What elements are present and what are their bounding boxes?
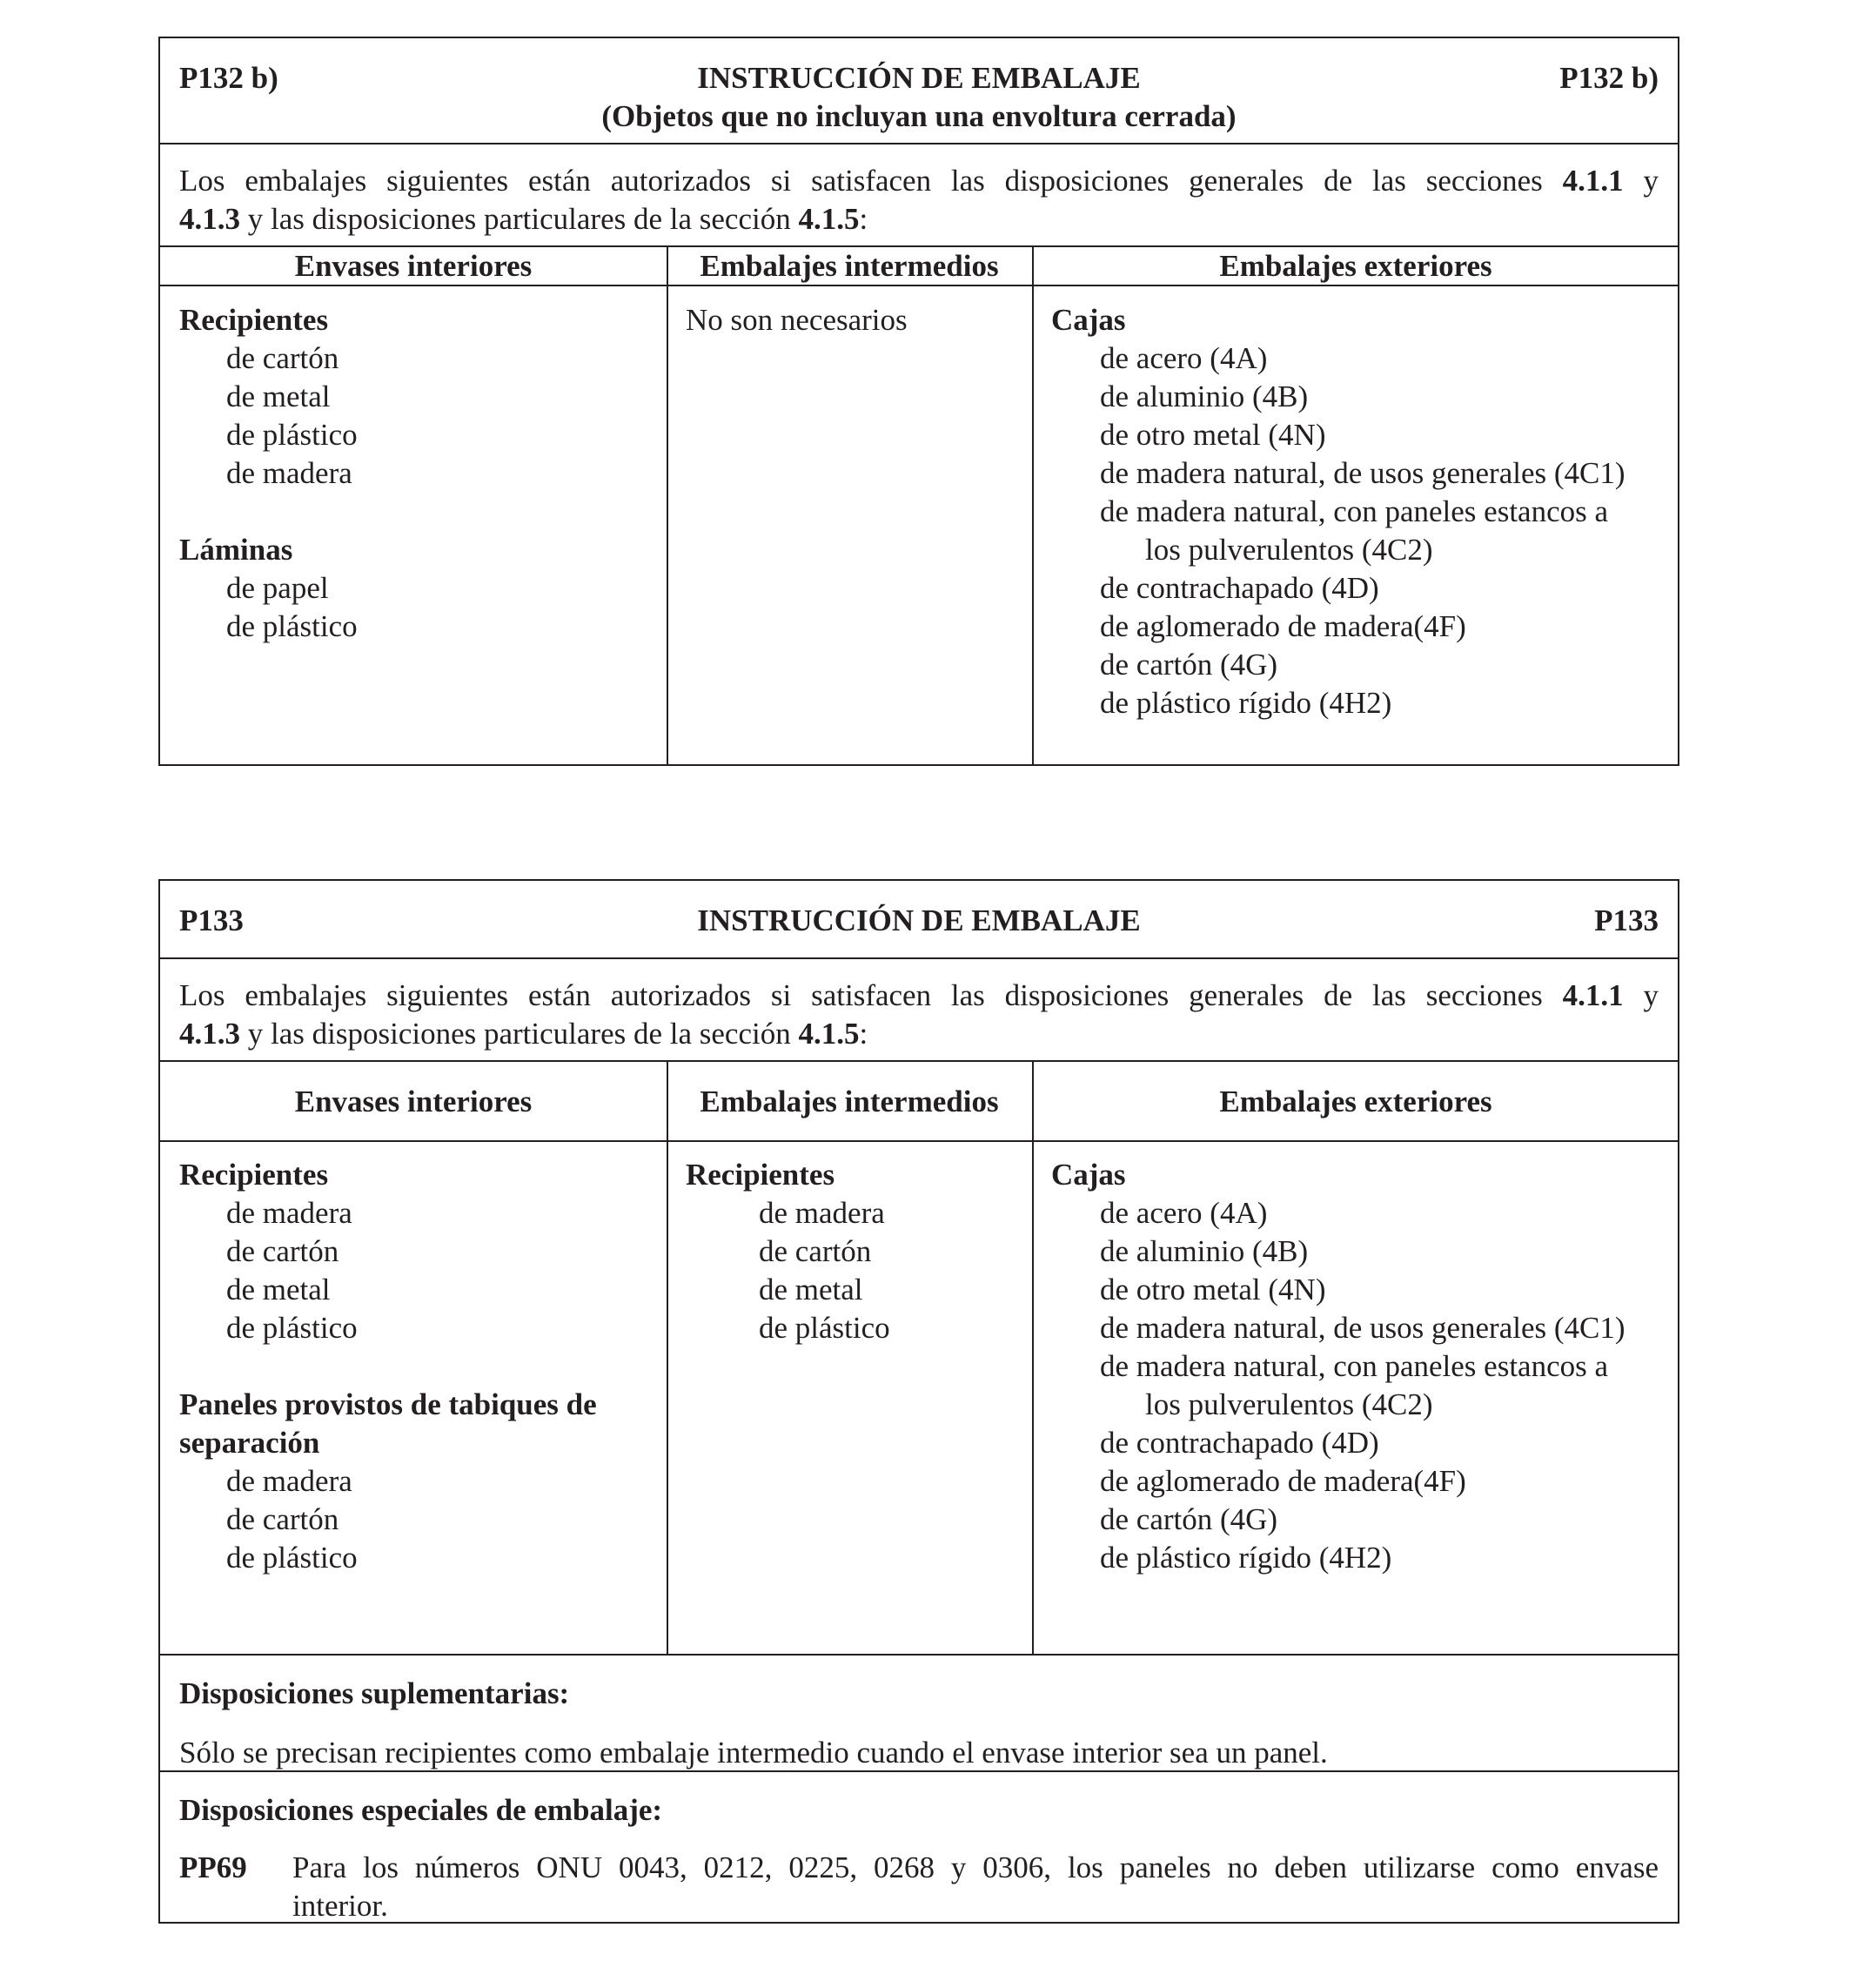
list-item: de plástico xyxy=(226,418,358,452)
column-divider xyxy=(1032,1060,1034,1654)
list-item: de madera natural, con paneles estancos a xyxy=(1100,494,1609,528)
divider xyxy=(160,1654,1678,1656)
special-heading: Disposiciones especiales de embalaje: xyxy=(179,1793,663,1827)
special-provision-text-1: Para los números ONU 0043, 0212, 0225, 0268 y 0306, los paneles no deben utilizarse como envase xyxy=(292,1850,1659,1884)
instruction-code-right: P132 b) xyxy=(1559,61,1659,95)
intro-line-1: Los embalajes siguientes están autorizados si satisfacen las disposiciones generales de las secciones 4.1.1 y xyxy=(179,164,1659,198)
list-item: de madera xyxy=(226,456,352,490)
intro-line-1: Los embalajes siguientes están autorizados si satisfacen las disposiciones generales de las secciones 4.1.1 y xyxy=(179,978,1659,1012)
group-heading: Cajas xyxy=(1051,303,1126,337)
group-heading: Recipientes xyxy=(179,1158,329,1192)
column-header-inner: Envases interiores xyxy=(294,1085,533,1118)
column-header-outer: Embalajes exteriores xyxy=(1219,249,1492,283)
intro-line-2: 4.1.3 y las disposiciones particulares de la sección 4.1.5: xyxy=(179,202,868,236)
list-item: de madera natural, con paneles estancos a xyxy=(1100,1349,1609,1383)
packing-instruction-p133 xyxy=(158,879,1679,1924)
list-item: los pulverulentos (4C2) xyxy=(1145,1387,1433,1421)
divider xyxy=(160,1060,1678,1062)
list-item: de papel xyxy=(226,571,329,605)
group-heading: Cajas xyxy=(1051,1158,1126,1192)
divider xyxy=(160,143,1678,144)
divider xyxy=(160,1140,1678,1142)
group-heading: Recipientes xyxy=(686,1158,835,1192)
column-divider xyxy=(667,1060,668,1654)
list-item: de contrachapado (4D) xyxy=(1100,571,1379,605)
group-heading: separación xyxy=(179,1426,320,1460)
group-heading: Recipientes xyxy=(179,303,329,337)
list-item: de cartón xyxy=(226,1234,339,1268)
list-item: de acero (4A) xyxy=(1100,1196,1268,1230)
supplementary-heading: Disposiciones suplementarias: xyxy=(179,1676,570,1710)
divider xyxy=(160,1770,1678,1772)
packing-instruction-p132b xyxy=(158,37,1679,766)
list-item: de aglomerado de madera(4F) xyxy=(1100,609,1466,643)
list-item: de cartón xyxy=(226,341,339,375)
list-item: de aluminio (4B) xyxy=(1100,1234,1309,1268)
list-item: de madera xyxy=(226,1196,352,1230)
column-divider xyxy=(667,245,668,764)
instruction-subtitle: (Objetos que no incluyan una envoltura cerrada) xyxy=(601,99,1237,133)
group-heading: Paneles provistos de tabiques de xyxy=(179,1387,597,1421)
list-item: de otro metal (4N) xyxy=(1100,418,1326,452)
intro-line-2: 4.1.3 y las disposiciones particulares de la sección 4.1.5: xyxy=(179,1017,868,1051)
list-item: de plástico xyxy=(226,1311,358,1345)
column-header-outer: Embalajes exteriores xyxy=(1219,1085,1492,1118)
list-item: de madera xyxy=(226,1464,352,1498)
list-item: de cartón (4G) xyxy=(1100,1502,1278,1536)
list-item: de cartón xyxy=(759,1234,872,1268)
list-item: de plástico xyxy=(226,1541,358,1575)
list-item: de madera natural, de usos generales (4C1) xyxy=(1100,456,1625,490)
list-item: de cartón (4G) xyxy=(1100,648,1278,682)
list-item: de aluminio (4B) xyxy=(1100,379,1309,413)
list-item: los pulverulentos (4C2) xyxy=(1145,533,1433,567)
column-header-intermediate: Embalajes intermedios xyxy=(700,1085,999,1118)
list-item: de madera natural, de usos generales (4C1) xyxy=(1100,1311,1625,1345)
supplementary-text: Sólo se precisan recipientes como embalaje intermedio cuando el envase interior sea un panel. xyxy=(179,1736,1328,1770)
list-item: de metal xyxy=(759,1273,863,1306)
group-heading: Láminas xyxy=(179,533,293,567)
divider xyxy=(160,285,1678,286)
column-header-intermediate: Embalajes intermedios xyxy=(700,249,999,283)
column-header-inner: Envases interiores xyxy=(294,249,533,283)
list-item: de acero (4A) xyxy=(1100,341,1268,375)
list-item: de madera xyxy=(759,1196,885,1230)
list-item: de plástico rígido (4H2) xyxy=(1100,1541,1392,1575)
instruction-title: INSTRUCCIÓN DE EMBALAJE xyxy=(697,903,1141,937)
column-divider xyxy=(1032,245,1034,764)
instruction-title: INSTRUCCIÓN DE EMBALAJE xyxy=(697,61,1141,95)
list-item: de plástico xyxy=(226,609,358,643)
special-provision-text-2: interior. xyxy=(292,1889,388,1923)
list-item: de otro metal (4N) xyxy=(1100,1273,1326,1306)
instruction-code-right: P133 xyxy=(1594,903,1659,937)
list-item: de cartón xyxy=(226,1502,339,1536)
list-item: de metal xyxy=(226,1273,331,1306)
instruction-code-left: P133 xyxy=(179,903,244,937)
list-item: de metal xyxy=(226,379,331,413)
list-item: de plástico rígido (4H2) xyxy=(1100,686,1392,720)
divider xyxy=(160,957,1678,959)
list-item: de aglomerado de madera(4F) xyxy=(1100,1464,1466,1498)
special-provision-code: PP69 xyxy=(179,1850,247,1884)
intermediate-text: No son necesarios xyxy=(686,303,908,337)
list-item: de contrachapado (4D) xyxy=(1100,1426,1379,1460)
list-item: de plástico xyxy=(759,1311,890,1345)
instruction-code-left: P132 b) xyxy=(179,61,278,95)
